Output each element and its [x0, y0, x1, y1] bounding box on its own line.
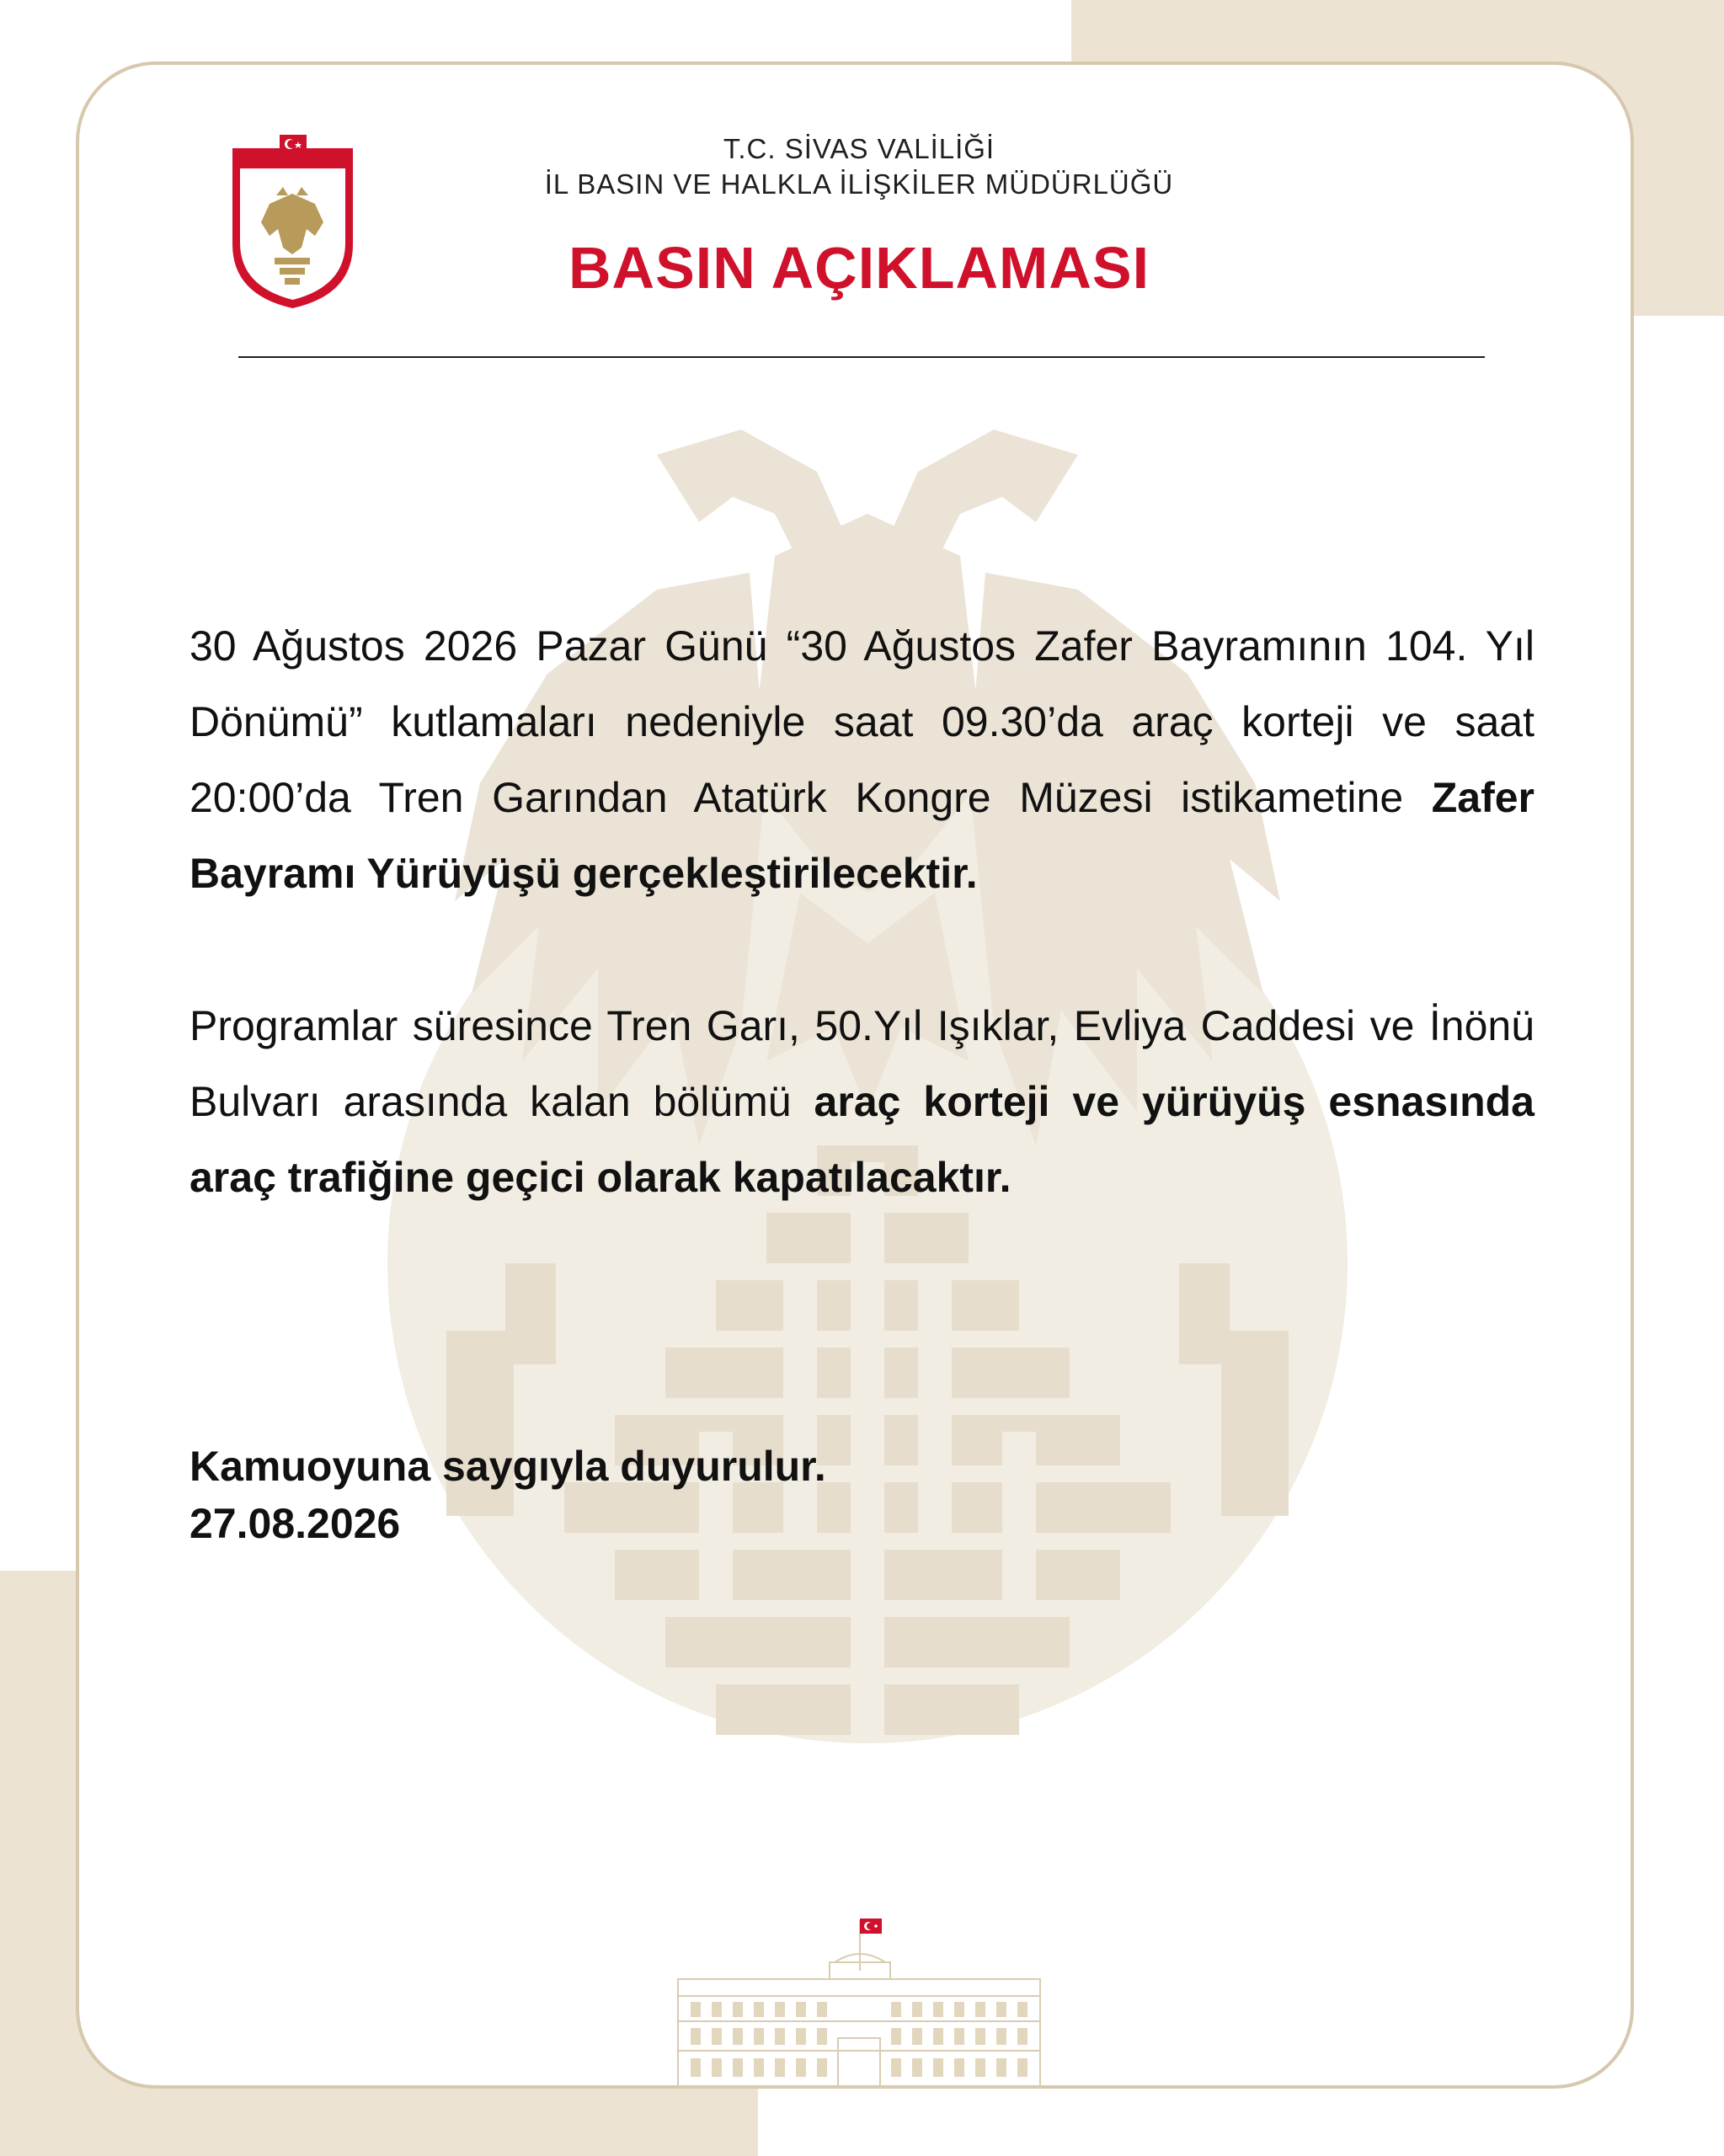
paragraph-1	[189, 608, 1535, 911]
paragraph-2	[189, 988, 1535, 1215]
paragraph-2-text: Programlar süresince Tren Garı, 50.Yıl Işıklar, Evliya Caddesi ve İnönü Bulvarı arasında kalan bölümü	[189, 1002, 1535, 1125]
paragraph-2-bold: araç korteji ve yürüyüş esnasında araç trafiğine geçici olarak kapatılacaktır.	[189, 1078, 1535, 1201]
closing-block	[189, 1438, 1535, 1552]
header-divider	[238, 356, 1485, 358]
closing-text: Kamuoyuna saygıyla duyurulur.	[189, 1443, 826, 1490]
closing-date: 27.08.2026	[189, 1500, 401, 1547]
turkish-flag-icon	[860, 1919, 882, 1934]
organization-line-2: İL BASIN VE HALKLA İLİŞKİLER MÜDÜRLÜĞÜ	[544, 168, 1174, 200]
organization-line-1: T.C. SİVAS VALİLİĞİ	[723, 133, 995, 164]
sivas-valiligi-emblem-icon	[227, 135, 358, 312]
paragraph-1-bold: Zafer Bayramı Yürüyüşü gerçekleştirilecektir.	[189, 774, 1535, 897]
paragraph-1-text: 30 Ağustos 2026 Pazar Günü “30 Ağustos Zafer Bayramının 104. Yıl Dönümü” kutlamaları nedeniyle saat 09.30’da araç korteji ve saat 20:00’da Tren Garından Atatürk Kongre Müzesi istikametine	[189, 622, 1535, 821]
government-building-icon	[670, 1912, 1049, 2090]
page-title: BASIN AÇIKLAMASI	[568, 235, 1150, 301]
